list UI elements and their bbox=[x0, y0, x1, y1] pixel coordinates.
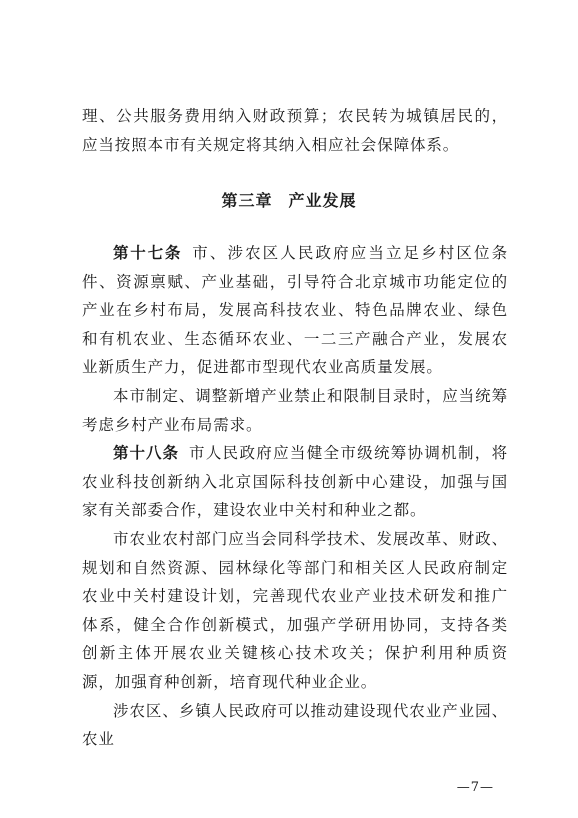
chapter-title: 产业发展 bbox=[288, 191, 357, 210]
articles-block bbox=[82, 239, 508, 754]
article-18-paragraph-3 bbox=[82, 697, 508, 754]
page-number: —7— bbox=[456, 780, 494, 795]
top-paragraph-block bbox=[82, 102, 508, 159]
article-number: 第十七条 bbox=[113, 244, 183, 262]
paragraph-continuation: 理、公共服务费用纳入财政预算；农民转为城镇居民的，应当按照本市有关规定将其纳入相应社会保障体系。 bbox=[82, 107, 508, 154]
article-text: 市农业农村部门应当会同科学技术、发展改革、财政、规划和自然资源、园林绿化等部门和相关区人民政府制定农业中关村建设计划，完善现代农业产业技术研发和推广体系，健全合作创新模式，加强产学研用协同，支持各类创新主体开展农业关键核心技术攻关；保护利用种质资源，加强育种创新，培育现代种业企业。 bbox=[82, 529, 508, 691]
article-text: 涉农区、乡镇人民政府可以推动建设现代农业产业园、农业 bbox=[82, 701, 508, 749]
article-18-paragraph bbox=[82, 439, 508, 525]
article-text: 本市制定、调整新增产业禁止和限制目录时，应当统筹考虑乡村产业布局需求。 bbox=[82, 386, 508, 434]
article-17-paragraph-2 bbox=[82, 382, 508, 439]
article-18-paragraph-2 bbox=[82, 525, 508, 697]
chapter-heading bbox=[0, 188, 578, 211]
chapter-number: 第三章 bbox=[221, 191, 273, 210]
article-text: 市人民政府应当健全市级统筹协调机制，将农业科技创新纳入北京国际科技创新中心建设，加强与国家有关部委合作，建设农业中关村和种业之都。 bbox=[82, 444, 508, 520]
article-text: 市、涉农区人民政府应当立足乡村区位条件、资源禀赋、产业基础，引导符合北京城市功能定位的产业在乡村布局，发展高科技农业、特色品牌农业、绿色和有机农业、生态循环农业、一二三产融合产业，发展农业新质生产力，促进都市型现代农业高质量发展。 bbox=[82, 244, 509, 377]
article-17-paragraph bbox=[82, 239, 508, 382]
article-number: 第十八条 bbox=[113, 444, 180, 463]
